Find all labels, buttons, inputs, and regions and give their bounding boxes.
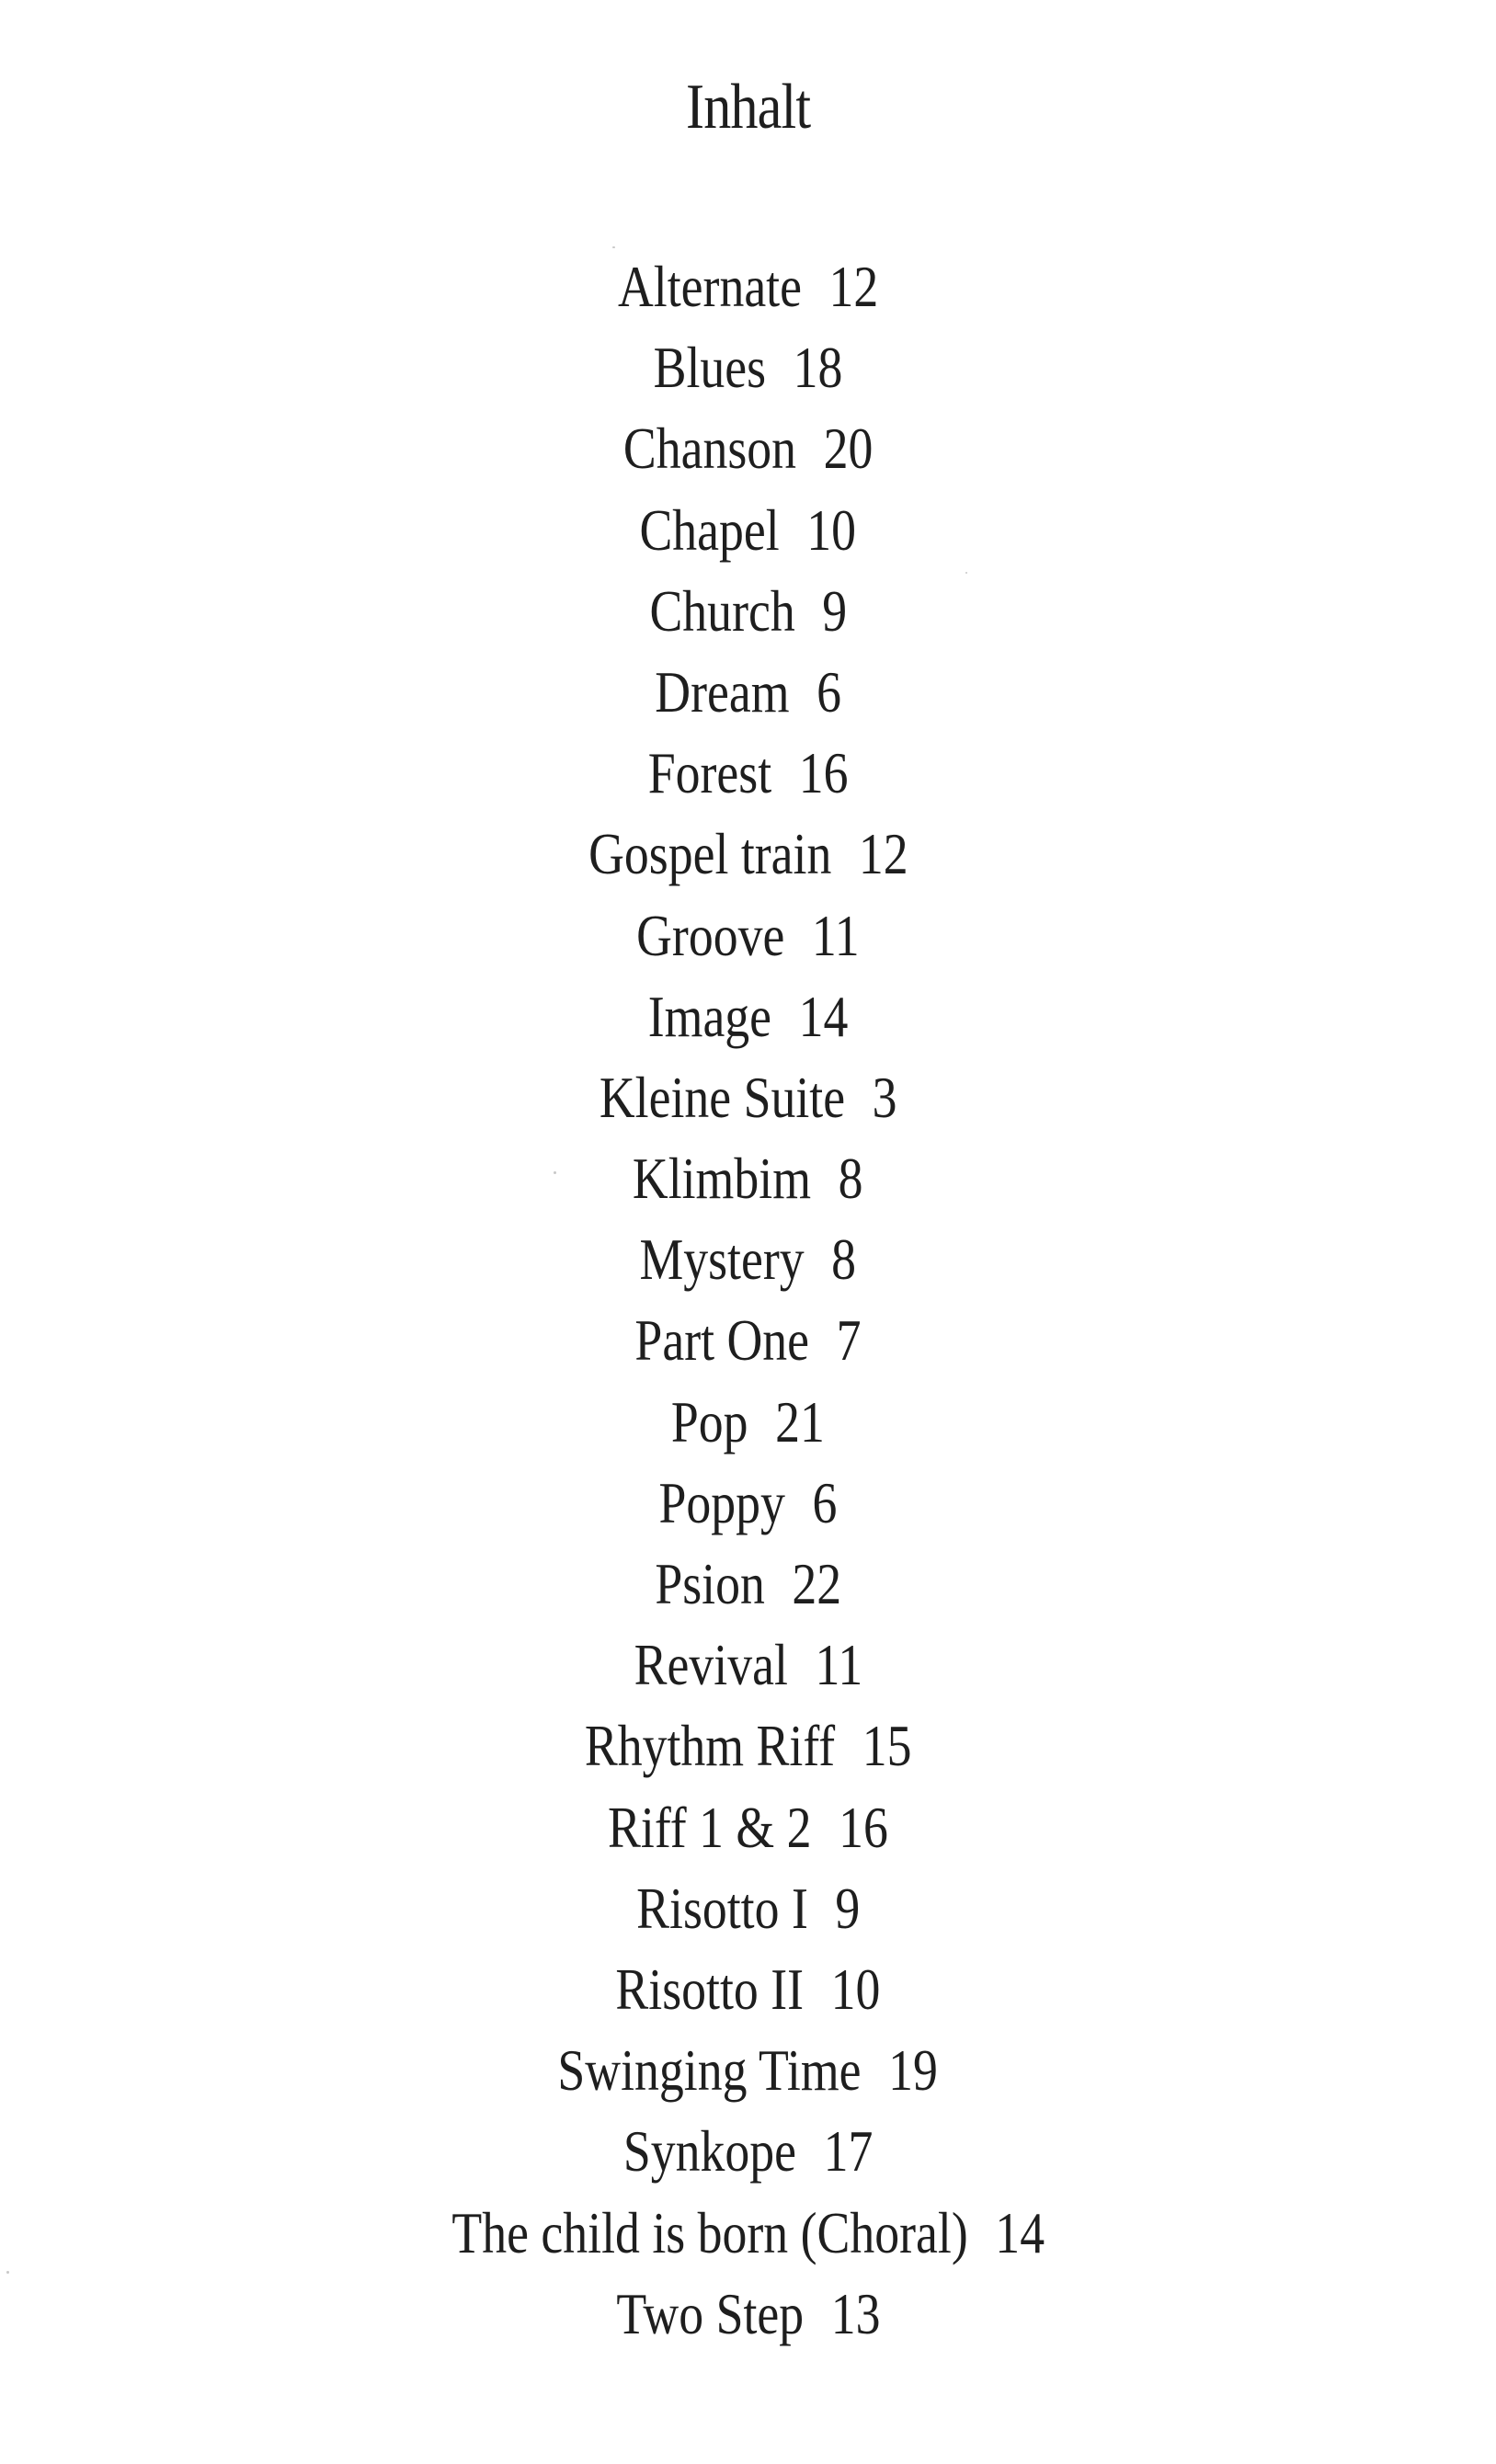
toc-entry-page: 3: [872, 1064, 897, 1130]
toc-entry-title: Swinging Time: [557, 2037, 862, 2104]
toc-entry-title: Risotto I: [635, 1875, 808, 1941]
toc-entry-title: Two Step: [615, 2280, 804, 2346]
toc-entry-title: Groove: [636, 902, 785, 968]
scan-speck: [965, 572, 967, 574]
toc-entry[interactable]: [0, 2111, 1496, 2192]
toc-entry-title: Chapel: [639, 496, 780, 563]
toc-entry[interactable]: [0, 1463, 1496, 1544]
toc-entry[interactable]: [0, 1868, 1496, 1949]
scan-speck: [6, 2271, 9, 2274]
toc-entry[interactable]: [0, 1138, 1496, 1219]
toc-entry[interactable]: [0, 1705, 1496, 1786]
toc-entry-title: Church: [649, 577, 795, 644]
toc-entry-title: Gospel train: [588, 821, 831, 887]
toc-entry-page: 16: [839, 1794, 888, 1860]
toc-entry-page: 11: [812, 902, 860, 968]
toc-entry[interactable]: [0, 408, 1496, 489]
toc-entry-title: Poppy: [658, 1469, 785, 1535]
toc-entry-title: Klimbim: [633, 1146, 812, 1212]
toc-entry-page: 10: [830, 1956, 881, 2022]
toc-entry[interactable]: [0, 1544, 1496, 1625]
toc-entry[interactable]: [0, 1300, 1496, 1381]
toc-entry-page: 7: [836, 1307, 862, 1374]
toc-entry-title: Pop: [671, 1388, 748, 1454]
toc-entry-title: Blues: [653, 335, 767, 401]
toc-entry-page: 22: [792, 1551, 841, 1616]
toc-entry-page: 12: [858, 821, 908, 887]
toc-entry-page: 8: [838, 1146, 863, 1212]
toc-entry[interactable]: [0, 652, 1496, 733]
toc-entry[interactable]: [0, 2030, 1496, 2111]
toc-entry-title: Psion: [655, 1551, 765, 1616]
toc-entry-page: 20: [823, 416, 874, 482]
toc-entry[interactable]: [0, 1382, 1496, 1463]
toc-entry[interactable]: [0, 490, 1496, 571]
toc-entry[interactable]: [0, 1625, 1496, 1705]
toc-entry-title: Alternate: [617, 254, 802, 319]
toc-entry-page: 6: [812, 1469, 838, 1535]
toc-entry[interactable]: [0, 2274, 1496, 2355]
toc-entry[interactable]: [0, 1057, 1496, 1138]
toc-entry[interactable]: [0, 1949, 1496, 2030]
toc-entry-page: 19: [888, 2037, 939, 2104]
page-title: [0, 66, 1496, 149]
toc-entry[interactable]: [0, 976, 1496, 1057]
toc-entry-page: 9: [821, 577, 847, 644]
toc-entry[interactable]: [0, 814, 1496, 895]
toc-entry-title: Dream: [655, 658, 790, 724]
page-title-text: Inhalt: [685, 72, 811, 143]
toc-entry[interactable]: [0, 571, 1496, 652]
toc-entry-page: 14: [995, 2199, 1045, 2265]
toc-entry-title: Mystery: [639, 1226, 805, 1293]
toc-entry-page: 10: [806, 496, 857, 563]
toc-entry[interactable]: [0, 327, 1496, 408]
toc-entry-page: 13: [830, 2280, 881, 2346]
toc-entry-title: The child is born (Choral): [451, 2199, 968, 2265]
toc-entry[interactable]: [0, 2193, 1496, 2274]
toc-entry-page: 12: [828, 254, 879, 319]
table-of-contents: [0, 246, 1496, 2355]
toc-entry-page: 16: [798, 740, 849, 806]
scan-speck: [554, 1171, 556, 1174]
toc-entry-title: Riff 1 & 2: [608, 1794, 812, 1860]
toc-entry-title: Rhythm Riff: [584, 1713, 835, 1779]
toc-entry-title: Chanson: [622, 416, 796, 482]
scan-speck: [612, 246, 615, 248]
toc-entry-title: Risotto II: [615, 1956, 805, 2022]
toc-entry-title: Revival: [634, 1632, 788, 1698]
toc-entry-page: 9: [835, 1875, 861, 1941]
toc-entry-page: 15: [862, 1713, 912, 1779]
toc-entry[interactable]: [0, 1219, 1496, 1300]
toc-entry-title: Part One: [634, 1307, 810, 1374]
toc-entry[interactable]: [0, 246, 1496, 327]
toc-entry-page: 14: [798, 983, 849, 1049]
toc-entry-page: 17: [823, 2118, 874, 2185]
toc-entry-page: 6: [816, 658, 841, 724]
toc-entry-title: Image: [647, 983, 772, 1049]
toc-entry[interactable]: [0, 895, 1496, 976]
toc-entry[interactable]: [0, 733, 1496, 814]
toc-entry-page: 11: [815, 1632, 862, 1698]
toc-entry-page: 21: [775, 1388, 825, 1454]
toc-entry-title: Synkope: [622, 2118, 796, 2185]
toc-entry-title: Kleine Suite: [599, 1064, 845, 1130]
toc-entry[interactable]: [0, 1787, 1496, 1868]
toc-entry-page: 18: [793, 335, 843, 401]
toc-entry-page: 8: [831, 1226, 857, 1293]
toc-entry-title: Forest: [647, 740, 772, 806]
